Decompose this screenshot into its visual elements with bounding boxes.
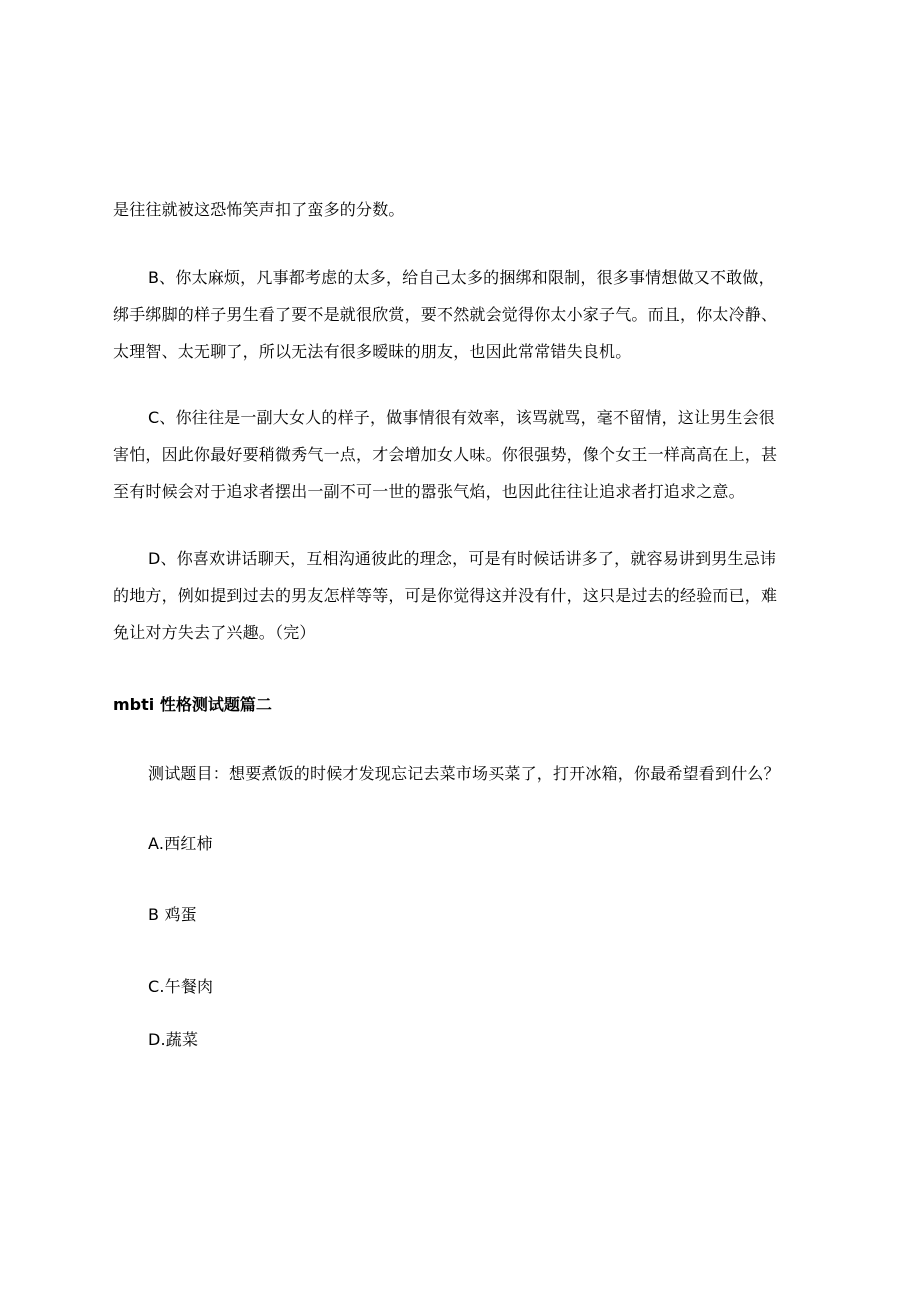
paragraph-c-line-1: C、你往往是一副大女人的样子，做事情很有效率，该骂就骂，毫不留情，这让男生会很	[148, 408, 775, 427]
paragraph-b-line-3: 太理智、太无聊了，所以无法有很多暧昧的朋友，也因此常常错失良机。	[113, 342, 632, 361]
question-text: 测试题目：想要煮饭的时候才发现忘记去菜市场买菜了，打开冰箱，你最希望看到什么？	[148, 764, 780, 783]
paragraph-c-line-2: 害怕，因此你最好要稍微秀气一点，才会增加女人味。你很强势，像个女王一样高高在上，甚	[113, 445, 778, 464]
section-heading: mbti 性格测试题篇二	[113, 695, 272, 714]
paragraph-c-line-3: 至有时候会对于追求者摆出一副不可一世的嚣张气焰，也因此往往让追求者打追求之意。	[113, 482, 745, 501]
paragraph-a-tail-line: 是往往就被这恐怖笑声扣了蛮多的分数。	[113, 200, 405, 219]
paragraph-d-line-3: 免让对方失去了兴趣。（完）	[113, 623, 316, 642]
paragraph-d-line-1: D、你喜欢讲话聊天，互相沟通彼此的理念，可是有时候话讲多了，就容易讲到男生忌讳	[148, 549, 777, 568]
option-c: C.午餐肉	[148, 977, 214, 996]
option-b: B 鸡蛋	[148, 905, 197, 924]
paragraph-b-line-1: B、你太麻烦，凡事都考虑的太多，给自己太多的捆绑和限制，很多事情想做又不敢做，	[148, 268, 775, 287]
option-a: A.西红柿	[148, 834, 213, 853]
paragraph-b-line-2: 绑手绑脚的样子男生看了要不是就很欣赏，要不然就会觉得你太小家子气。而且，你太冷静、	[113, 305, 778, 324]
paragraph-d-line-2: 的地方，例如提到过去的男友怎样等等，可是你觉得这并没有什，这只是过去的经验而已，难	[113, 586, 778, 605]
option-d: D.蔬菜	[148, 1030, 199, 1049]
